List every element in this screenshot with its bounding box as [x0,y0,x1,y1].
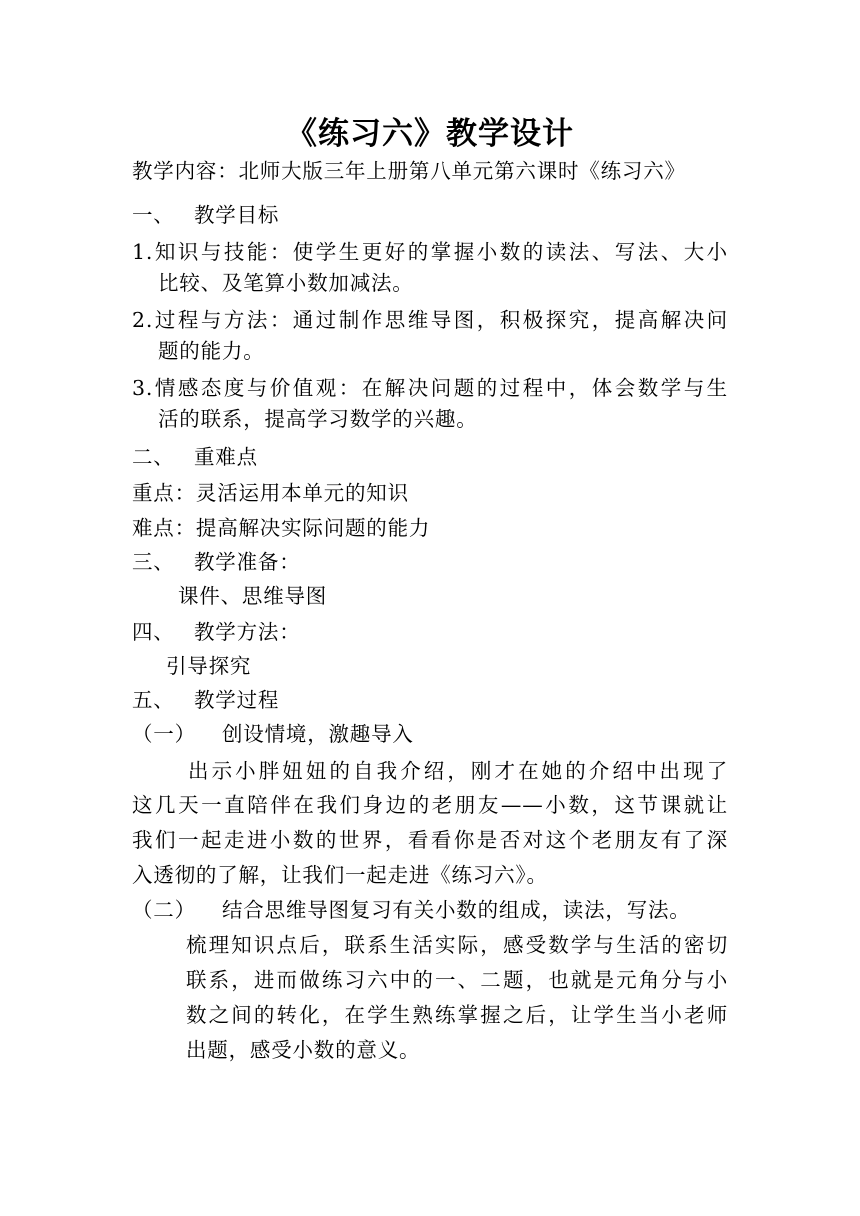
process-1-heading: 创设情境，激趣导入 [222,722,414,746]
preparation-text: 课件、思维导图 [178,584,328,608]
goal-1-line-2: 比较、及笔算小数加减法。 [158,271,414,295]
document-title: 《练习六》教学设计 [286,116,574,152]
section-2-heading: 重难点 [194,445,258,469]
process-2-line-1: 梳理知识点后，联系生活实际，感受数学与生活的密切 [186,933,728,957]
process-2-line-4: 出题，感受小数的意义。 [186,1038,421,1062]
section-3-heading: 教学准备： [194,550,301,574]
section-5-number: 五、 [132,688,175,712]
section-4-number: 四、 [132,620,175,644]
goal-2-line-2: 题的能力。 [158,339,265,363]
goal-2-line-1: 2.过程与方法：通过制作思维导图，积极探究，提高解决问 [132,308,728,332]
process-2-line-2: 联系，进而做练习六中的一、二题，也就是元角分与小 [186,968,728,992]
process-2-number: （二） [132,898,196,922]
section-2-number: 二、 [132,445,175,469]
section-5-heading: 教学过程 [194,688,280,712]
goal-3-line-2: 活的联系，提高学习数学的兴趣。 [158,407,478,431]
process-1-line-2: 这几天一直陪伴在我们身边的老朋友——小数，这节课就让 [132,793,728,817]
goal-3-line-1: 3.情感态度与价值观：在解决问题的过程中，体会数学与生 [132,376,728,400]
process-1-number: （一） [132,722,196,746]
process-2-line-3: 数之间的转化，在学生熟练掌握之后，让学生当小老师 [186,1003,728,1027]
section-1-number: 一、 [132,203,175,227]
teaching-content-line: 教学内容：北师大版三年上册第八单元第六课时《练习六》 [132,159,686,183]
section-4-heading: 教学方法： [194,620,301,644]
process-1-line-1: 出示小胖妞妞的自我介绍，刚才在她的介绍中出现了 [188,759,728,783]
method-text: 引导探究 [166,654,252,678]
process-1-line-3: 我们一起走进小数的世界，看看你是否对这个老朋友有了深 [132,828,728,852]
goal-1-line-1: 1.知识与技能：使学生更好的掌握小数的读法、写法、大小 [132,240,728,264]
key-point: 重点：灵活运用本单元的知识 [132,481,409,505]
process-2-heading: 结合思维导图复习有关小数的组成，读法，写法。 [222,898,691,922]
section-1-heading: 教学目标 [194,203,280,227]
process-1-line-4: 入透彻的了解，让我们一起走进《练习六》。 [132,863,548,887]
section-3-number: 三、 [132,550,175,574]
difficult-point: 难点：提高解决实际问题的能力 [132,516,431,540]
